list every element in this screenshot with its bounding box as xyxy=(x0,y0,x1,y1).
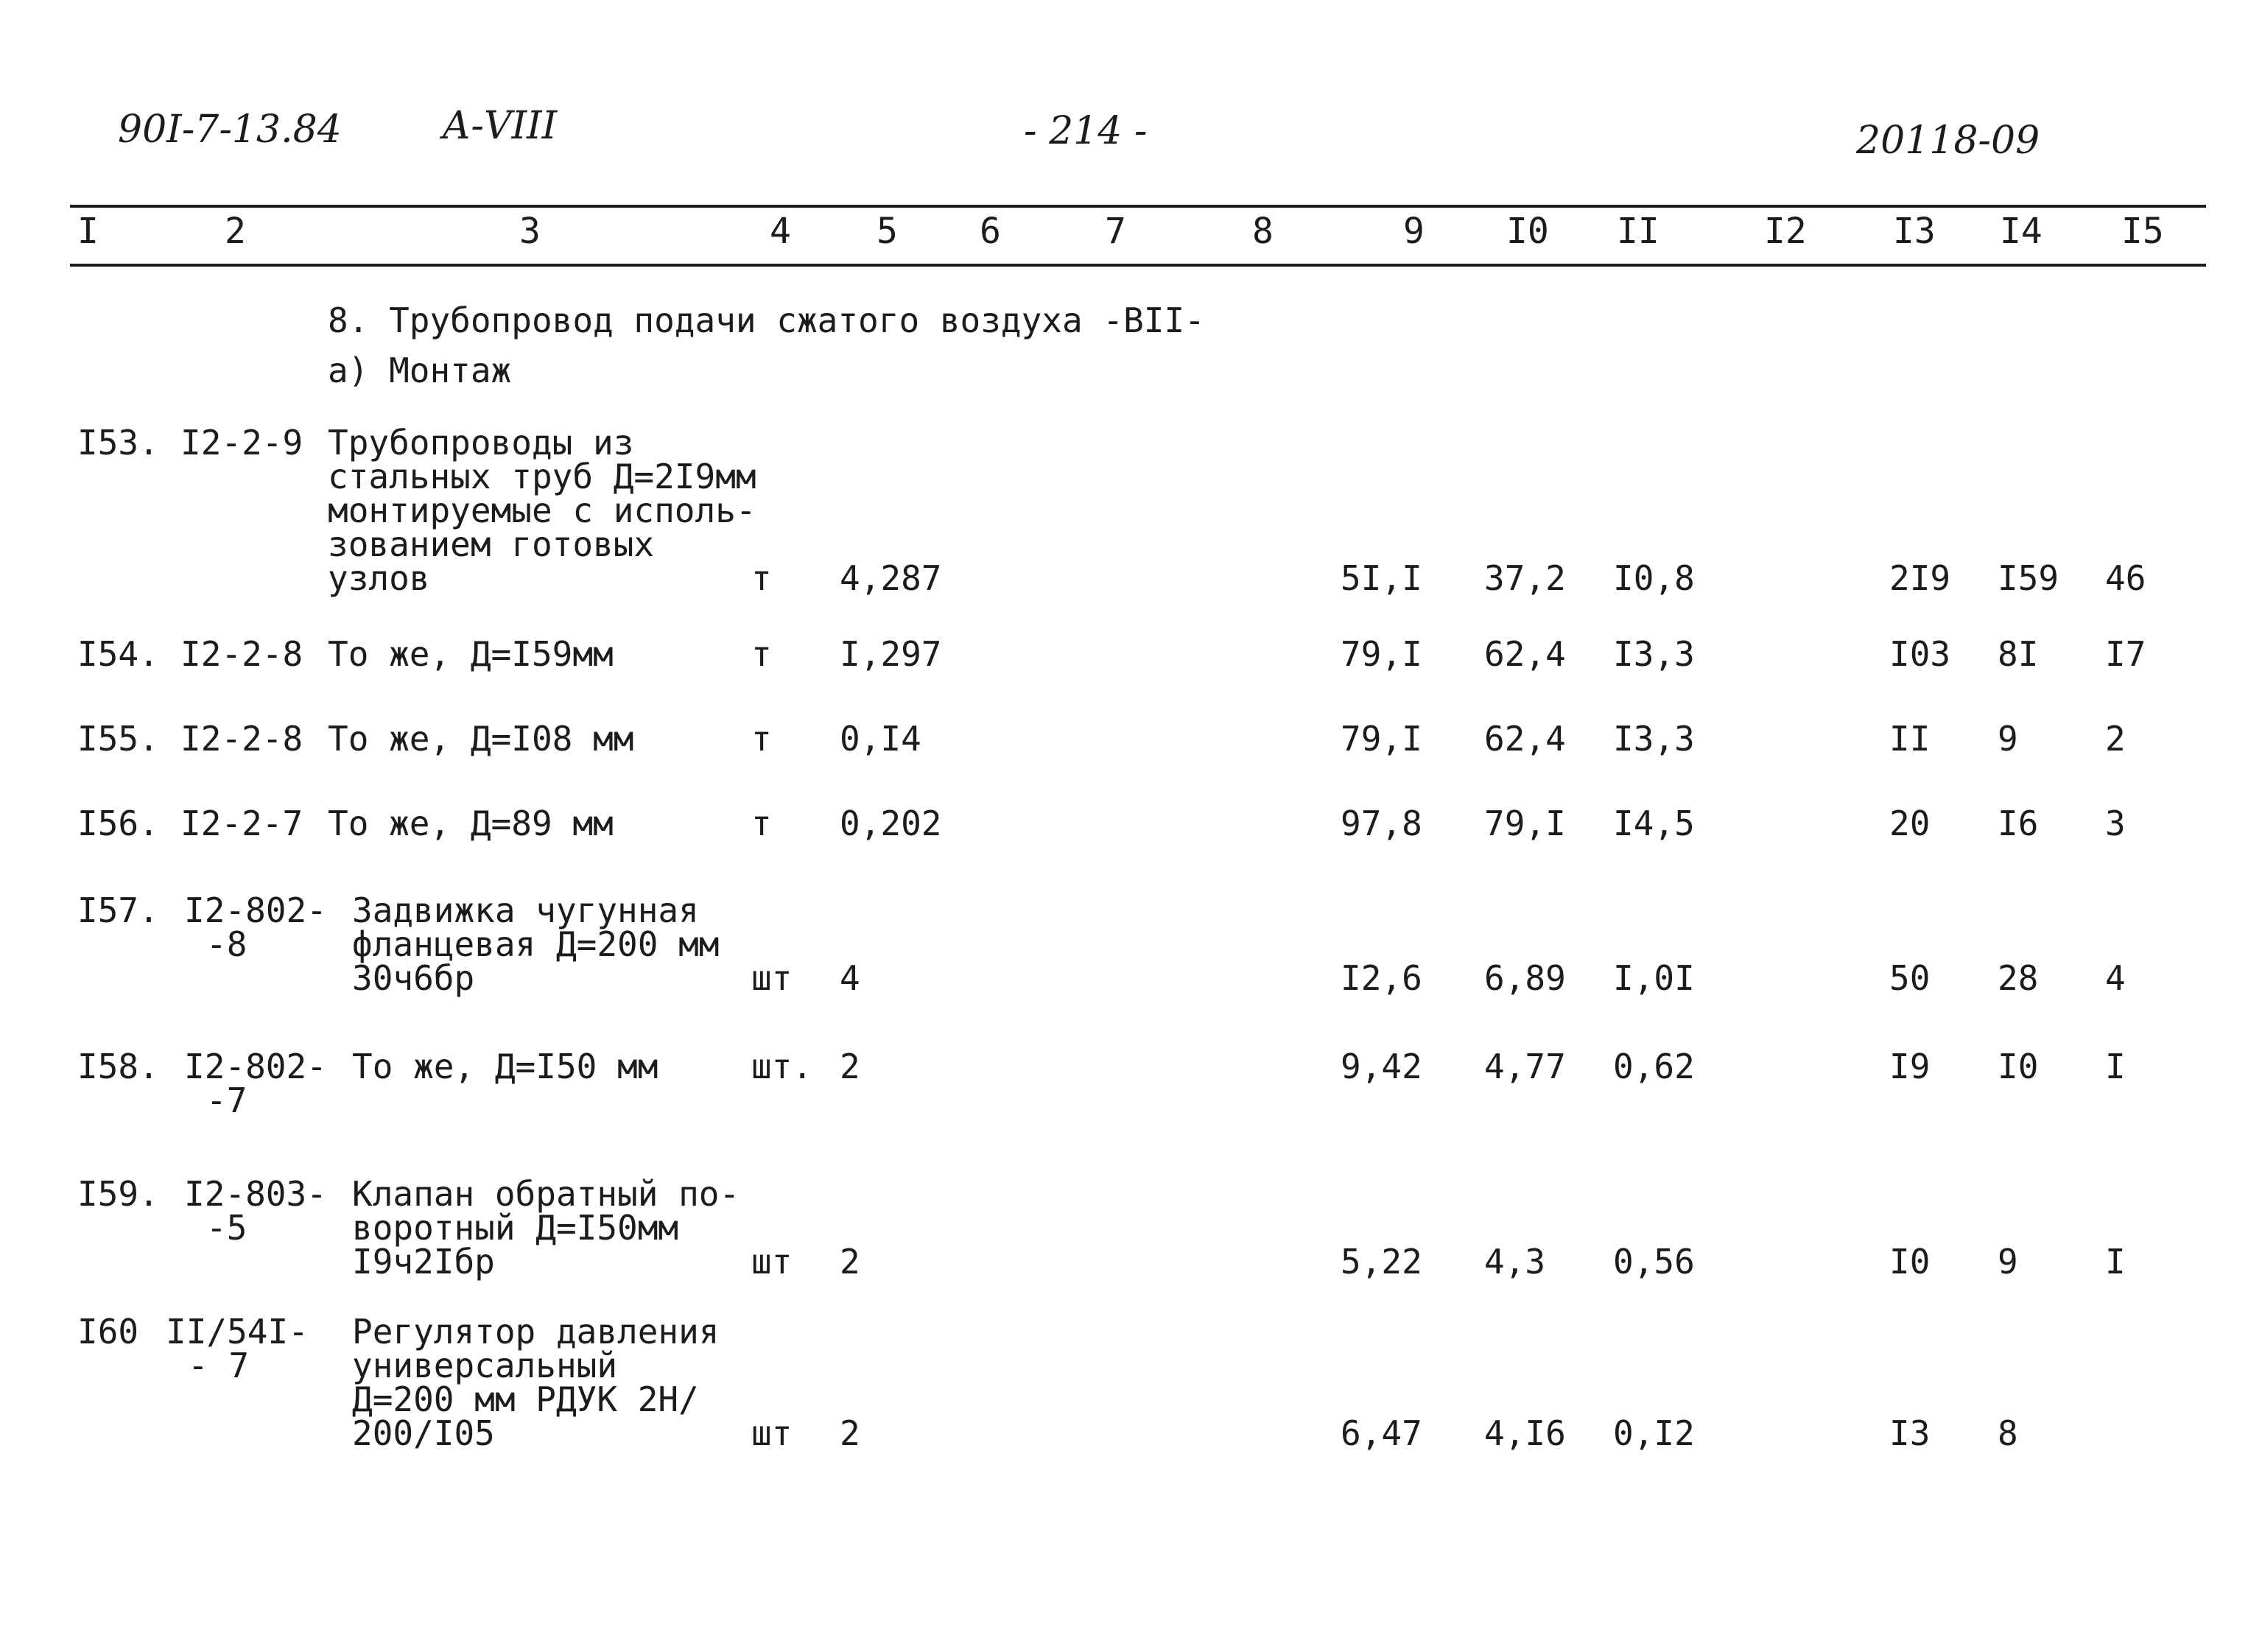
col-10-value: 37,2 xyxy=(1484,558,1566,598)
norm-code xyxy=(180,634,303,674)
norm-code-line: I2-802- xyxy=(184,1047,327,1086)
row-number: I60 xyxy=(77,1312,139,1352)
description-line: То же, Д=I50 мм xyxy=(352,1047,658,1086)
column-header-13: I3 xyxy=(1893,211,1936,252)
col-15-value: 2 xyxy=(2105,719,2126,759)
col-11-value: I3,3 xyxy=(1613,719,1695,759)
col-10-value: 4,3 xyxy=(1484,1242,1546,1282)
quantity: 4,287 xyxy=(840,558,942,598)
description-line: воротный Д=I50мм xyxy=(352,1208,679,1248)
col-11-value: I,0I xyxy=(1613,958,1695,998)
col-15-value: 3 xyxy=(2105,804,2126,843)
norm-code-line: I2-2-8 xyxy=(180,634,303,674)
norm-code-line: - 7 xyxy=(188,1346,250,1385)
norm-code xyxy=(184,1174,327,1248)
col-14-value: 8 xyxy=(1998,1413,2018,1453)
description-line: Трубопроводы из xyxy=(328,423,634,463)
col-9-value: 9,42 xyxy=(1341,1047,1422,1086)
norm-code-line: II/54I- xyxy=(166,1312,309,1352)
unit: т xyxy=(751,634,772,674)
description-line: 30ч6бр xyxy=(352,958,475,998)
col-10-value: 62,4 xyxy=(1484,719,1566,759)
col-13-value: 20 xyxy=(1889,804,1931,843)
col-11-value: I0,8 xyxy=(1613,558,1695,598)
col-10-value: 4,I6 xyxy=(1484,1413,1566,1453)
norm-code-line: I2-2-9 xyxy=(180,423,303,463)
description-line: Клапан обратный по- xyxy=(352,1174,740,1214)
norm-code xyxy=(166,1312,309,1385)
col-11-value: 0,I2 xyxy=(1613,1413,1695,1453)
col-15-value: I xyxy=(2105,1242,2126,1282)
work-description xyxy=(352,1047,658,1086)
col-14-value: I59 xyxy=(1998,558,2059,598)
description-line: стальных труб Д=2I9мм xyxy=(328,457,756,496)
column-header-3: 3 xyxy=(519,211,541,252)
description-line: монтируемые с исполь- xyxy=(328,491,756,530)
row-number: I56. xyxy=(77,804,159,843)
quantity: 0,I4 xyxy=(840,719,921,759)
header-top-rule xyxy=(70,205,2206,208)
quantity: 2 xyxy=(840,1242,860,1282)
col-9-value: 79,I xyxy=(1341,719,1422,759)
description-line: универсальный xyxy=(352,1346,618,1385)
work-description xyxy=(328,634,614,674)
norm-code xyxy=(184,890,327,964)
col-10-value: 6,89 xyxy=(1484,958,1566,998)
col-14-value: I6 xyxy=(1998,804,2039,843)
work-description xyxy=(328,423,756,598)
col-13-value: II xyxy=(1889,719,1931,759)
col-13-value: I03 xyxy=(1889,634,1951,674)
col-10-value: 62,4 xyxy=(1484,634,1566,674)
unit: т xyxy=(751,804,772,843)
column-header-5: 5 xyxy=(877,211,898,252)
quantity: 0,202 xyxy=(840,804,942,843)
norm-code xyxy=(180,719,303,759)
col-14-value: I0 xyxy=(1998,1047,2039,1086)
unit: т xyxy=(751,719,772,759)
subsection-title: а) Монтаж xyxy=(328,351,512,390)
col-11-value: I4,5 xyxy=(1613,804,1695,843)
description-line: Регулятор давления xyxy=(352,1312,720,1352)
unit: шт. xyxy=(751,1047,813,1086)
album-number: А-VIII xyxy=(442,104,558,148)
order-number: 20118-09 xyxy=(1856,119,2040,163)
col-10-value: 4,77 xyxy=(1484,1047,1566,1086)
norm-code xyxy=(180,804,303,843)
col-13-value: I3 xyxy=(1889,1413,1931,1453)
col-14-value: 9 xyxy=(1998,719,2018,759)
column-header-11: II xyxy=(1617,211,1659,252)
col-13-value: 50 xyxy=(1889,958,1931,998)
unit: шт xyxy=(751,958,793,998)
description-line: 200/I05 xyxy=(352,1413,495,1453)
row-number: I53. xyxy=(77,423,159,463)
column-header-8: 8 xyxy=(1252,211,1274,252)
col-10-value: 79,I xyxy=(1484,804,1566,843)
column-header-10: I0 xyxy=(1506,211,1549,252)
row-number: I57. xyxy=(77,890,159,930)
work-description xyxy=(352,890,720,998)
col-11-value: 0,56 xyxy=(1613,1242,1695,1282)
description-line: узлов xyxy=(328,558,430,598)
norm-code xyxy=(180,423,303,463)
column-header-2: 2 xyxy=(225,211,246,252)
col-14-value: 9 xyxy=(1998,1242,2018,1282)
column-header-12: I2 xyxy=(1764,211,1807,252)
col-9-value: 5I,I xyxy=(1341,558,1422,598)
description-line: I9ч2Iбр xyxy=(352,1242,495,1282)
row-number: I59. xyxy=(77,1174,159,1214)
unit: шт xyxy=(751,1242,793,1282)
work-description xyxy=(352,1312,720,1453)
col-9-value: I2,6 xyxy=(1341,958,1422,998)
norm-code-line: I2-803- xyxy=(184,1174,327,1214)
row-number: I55. xyxy=(77,719,159,759)
col-9-value: 5,22 xyxy=(1341,1242,1422,1282)
work-description xyxy=(328,719,634,759)
quantity: 2 xyxy=(840,1413,860,1453)
norm-code-line: -8 xyxy=(206,924,247,964)
col-14-value: 8I xyxy=(1998,634,2039,674)
work-description xyxy=(352,1174,740,1282)
norm-code-line: I2-2-7 xyxy=(180,804,303,843)
norm-code-line: -7 xyxy=(206,1080,247,1120)
description-line: Задвижка чугунная xyxy=(352,890,699,930)
col-15-value: I7 xyxy=(2105,634,2146,674)
page-number: - 214 - xyxy=(1024,109,1148,153)
col-14-value: 28 xyxy=(1998,958,2039,998)
col-9-value: 79,I xyxy=(1341,634,1422,674)
norm-code-line: -5 xyxy=(206,1208,247,1248)
description-line: фланцевая Д=200 мм xyxy=(352,924,720,964)
col-13-value: 2I9 xyxy=(1889,558,1951,598)
norm-code xyxy=(184,1047,327,1120)
col-15-value: I xyxy=(2105,1047,2126,1086)
col-9-value: 97,8 xyxy=(1341,804,1422,843)
col-15-value: 46 xyxy=(2105,558,2146,598)
col-15-value: 4 xyxy=(2105,958,2126,998)
col-9-value: 6,47 xyxy=(1341,1413,1422,1453)
description-line: То же, Д=I08 мм xyxy=(328,719,634,759)
section-title: 8. Трубопровод подачи сжатого воздуха -BII- xyxy=(328,300,1205,340)
column-header-7: 7 xyxy=(1105,211,1126,252)
col-13-value: I0 xyxy=(1889,1242,1931,1282)
unit: шт xyxy=(751,1413,793,1453)
column-header-1: I xyxy=(77,211,99,252)
header-bottom-rule xyxy=(70,264,2206,267)
row-number: I58. xyxy=(77,1047,159,1086)
description-line: зованием готовых xyxy=(328,524,655,564)
norm-code-line: I2-802- xyxy=(184,890,327,930)
col-11-value: 0,62 xyxy=(1613,1047,1695,1086)
work-description xyxy=(328,804,614,843)
column-header-14: I4 xyxy=(2000,211,2043,252)
document-code: 90I-7-13.84 xyxy=(118,108,342,152)
col-13-value: I9 xyxy=(1889,1047,1931,1086)
description-line: Д=200 мм РДУК 2Н/ xyxy=(352,1379,699,1419)
description-line: То же, Д=I59мм xyxy=(328,634,614,674)
unit: т xyxy=(751,558,772,598)
quantity: 2 xyxy=(840,1047,860,1086)
column-header-4: 4 xyxy=(770,211,791,252)
row-number: I54. xyxy=(77,634,159,674)
col-11-value: I3,3 xyxy=(1613,634,1695,674)
column-header-6: 6 xyxy=(980,211,1001,252)
description-line: То же, Д=89 мм xyxy=(328,804,614,843)
quantity: I,297 xyxy=(840,634,942,674)
column-header-15: I5 xyxy=(2121,211,2164,252)
quantity: 4 xyxy=(840,958,860,998)
column-header-9: 9 xyxy=(1403,211,1425,252)
norm-code-line: I2-2-8 xyxy=(180,719,303,759)
